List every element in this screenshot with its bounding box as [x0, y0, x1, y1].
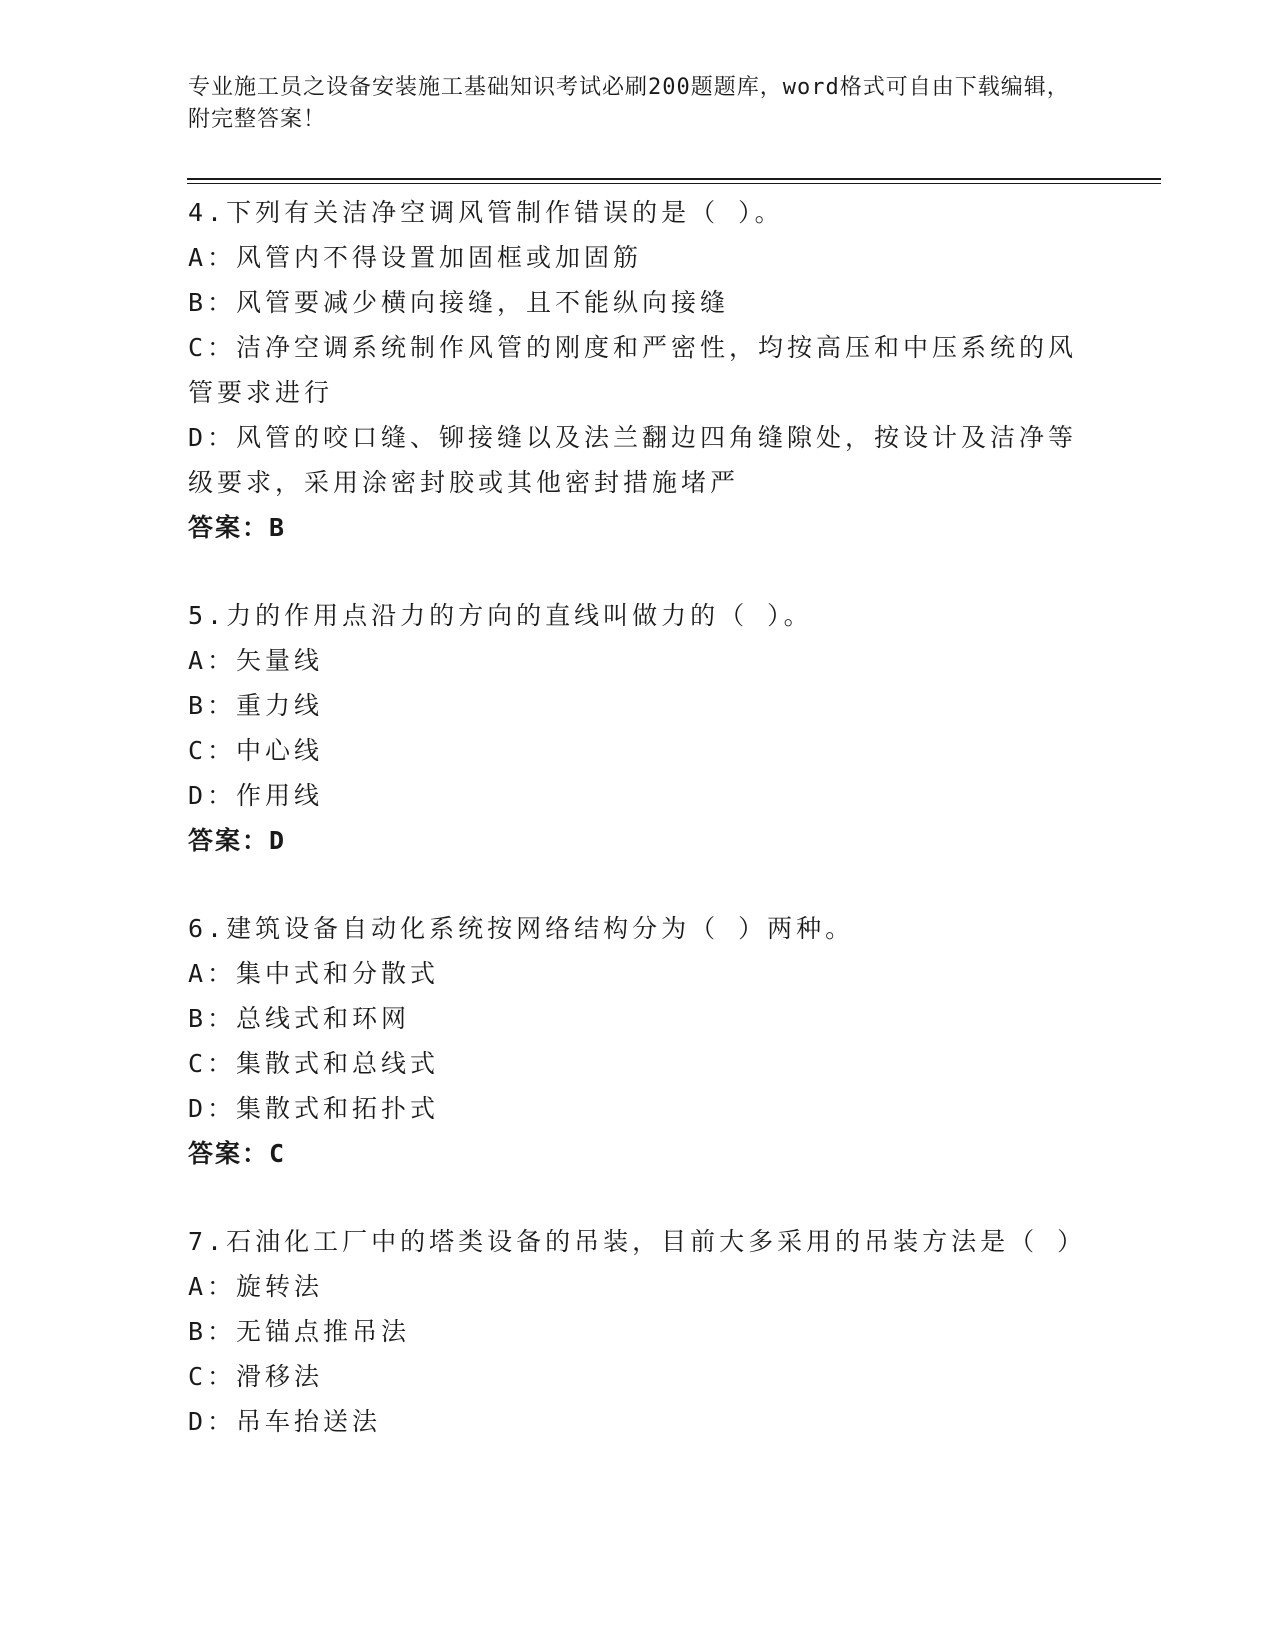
question-4 [188, 190, 1088, 551]
question-stem: 4.下列有关洁净空调风管制作错误的是（ ）。 [188, 198, 784, 227]
question-5 [188, 593, 1088, 864]
answer-value: D [269, 826, 287, 855]
question-stem: 5.力的作用点沿力的方向的直线叫做力的（ ）。 [188, 601, 813, 630]
option-a: A：矢量线 [188, 646, 324, 675]
option-b: B：重力线 [188, 691, 324, 720]
option-d: D：集散式和拓扑式 [188, 1094, 440, 1123]
question-stem: 6.建筑设备自动化系统按网络结构分为（ ）两种。 [188, 914, 855, 943]
option-b: B：总线式和环网 [188, 1004, 411, 1033]
answer-label: 答案： [188, 513, 270, 542]
option-c: C：中心线 [188, 736, 324, 765]
answer-line [188, 505, 1088, 551]
option-c: C：滑移法 [188, 1362, 324, 1391]
option-d: D：吊车抬送法 [188, 1407, 382, 1436]
question-stem: 7.石油化工厂中的塔类设备的吊装，目前大多采用的吊装方法是（ ） [188, 1227, 1087, 1256]
option-c: C：洁净空调系统制作风管的刚度和严密性，均按高压和中压系统的风管要求进行 [188, 333, 1078, 407]
answer-value: B [269, 513, 287, 542]
header-divider-thick [187, 178, 1161, 180]
question-list [188, 190, 1088, 1486]
answer-label: 答案： [188, 826, 270, 855]
answer-value: C [269, 1139, 287, 1168]
option-b: B：无锚点推吊法 [188, 1317, 411, 1346]
option-d: D：作用线 [188, 781, 324, 810]
option-d: D：风管的咬口缝、铆接缝以及法兰翻边四角缝隙处，按设计及洁净等级要求，采用涂密封胶或其他密封措施堵严 [188, 423, 1078, 497]
answer-label: 答案： [188, 1139, 270, 1168]
option-a: A：集中式和分散式 [188, 959, 440, 988]
question-6 [188, 906, 1088, 1177]
question-7 [188, 1219, 1088, 1444]
answer-line [188, 818, 1088, 864]
option-c: C：集散式和总线式 [188, 1049, 440, 1078]
option-b: B：风管要减少横向接缝，且不能纵向接缝 [188, 288, 730, 317]
answer-line [188, 1131, 1088, 1177]
header-divider-thin [187, 183, 1161, 184]
option-a: A：旋转法 [188, 1272, 324, 1301]
option-a: A：风管内不得设置加固框或加固筋 [188, 243, 643, 272]
document-header: 专业施工员之设备安装施工基础知识考试必刷200题题库，word格式可自由下载编辑，附完整答案！ [188, 75, 1070, 132]
